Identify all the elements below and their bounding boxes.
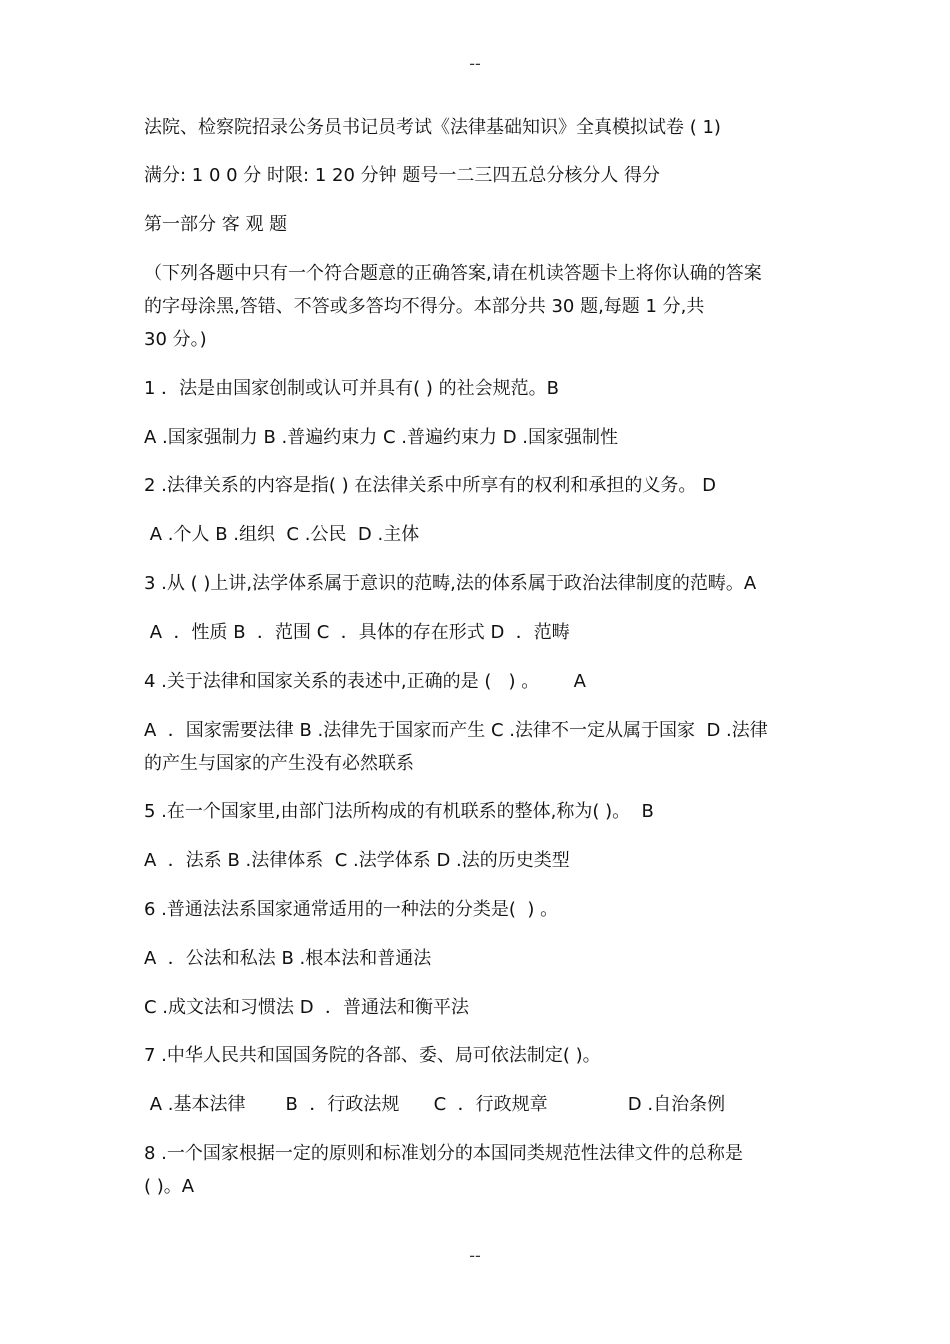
question-4: 4 .关于法律和国家关系的表述中,正确的是 ( ) 。 A — [144, 671, 586, 692]
question-6: 6 .普通法法系国家通常适用的一种法的分类是( ) 。 — [144, 899, 559, 920]
question-4-options-line-1: A ．国家需要法律 B .法律先于国家而产生 C .法律不一定从属于国家 D .法律 — [144, 720, 768, 741]
question-5: 5 .在一个国家里,由部门法所构成的有机联系的整体,称为( )。 B — [144, 801, 654, 822]
question-6-options-line-2: C .成文法和习惯法 D ．普通法和衡平法 — [144, 997, 470, 1018]
question-8-line-1: 8 .一个国家根据一定的原则和标准划分的本国同类规范性法律文件的总称是 — [144, 1143, 743, 1164]
instructions-line-2: 的字母涂黑,答错、不答或多答均不得分。本部分共 30 题,每题 1 分,共 — [144, 296, 705, 317]
section-heading: 第一部分 客 观 题 — [144, 214, 288, 235]
question-5-options: A ．法系 B .法律体系 C .法学体系 D .法的历史类型 — [144, 850, 570, 871]
exam-meta-line: 满分: 1 0 0 分 时限: 1 20 分钟 题号一二三四五总分核分人 得分 — [144, 165, 661, 186]
question-7-options: A .基本法律 B ．行政法规 C ．行政规章 D .自治条例 — [144, 1094, 726, 1115]
page-footer-marker: -- — [469, 1246, 481, 1265]
question-4-options-line-2: 的产生与国家的产生没有必然联系 — [144, 753, 414, 774]
question-2: 2 .法律关系的内容是指( ) 在法律关系中所享有的权利和承担的义务。 D — [144, 475, 716, 496]
question-8-line-2: ( )。A — [144, 1176, 195, 1197]
question-3-options: A ．性质 B ．范围 C ．具体的存在形式 D ．范畴 — [144, 622, 570, 643]
exam-title: 法院、检察院招录公务员书记员考试《法律基础知识》全真模拟试卷 ( 1) — [144, 117, 721, 138]
question-3: 3 .从 ( )上讲,法学体系属于意识的范畴,法的体系属于政治法律制度的范畴。A — [144, 573, 757, 594]
question-2-options: A .个人 B .组织 C .公民 D .主体 — [144, 524, 420, 545]
question-1: 1 ．法是由国家创制或认可并具有( ) 的社会规范。B — [144, 378, 560, 399]
question-1-options: A .国家强制力 B .普遍约束力 C .普遍约束力 D .国家强制性 — [144, 427, 619, 448]
instructions-line-1: （下列各题中只有一个符合题意的正确答案,请在机读答题卡上将你认确的答案 — [144, 263, 762, 284]
question-6-options-line-1: A ．公法和私法 B .根本法和普通法 — [144, 948, 432, 969]
instructions-line-3: 30 分。) — [144, 329, 207, 350]
question-7: 7 .中华人民共和国国务院的各部、委、局可依法制定( )。 — [144, 1045, 601, 1066]
page-header-marker: -- — [469, 54, 481, 73]
